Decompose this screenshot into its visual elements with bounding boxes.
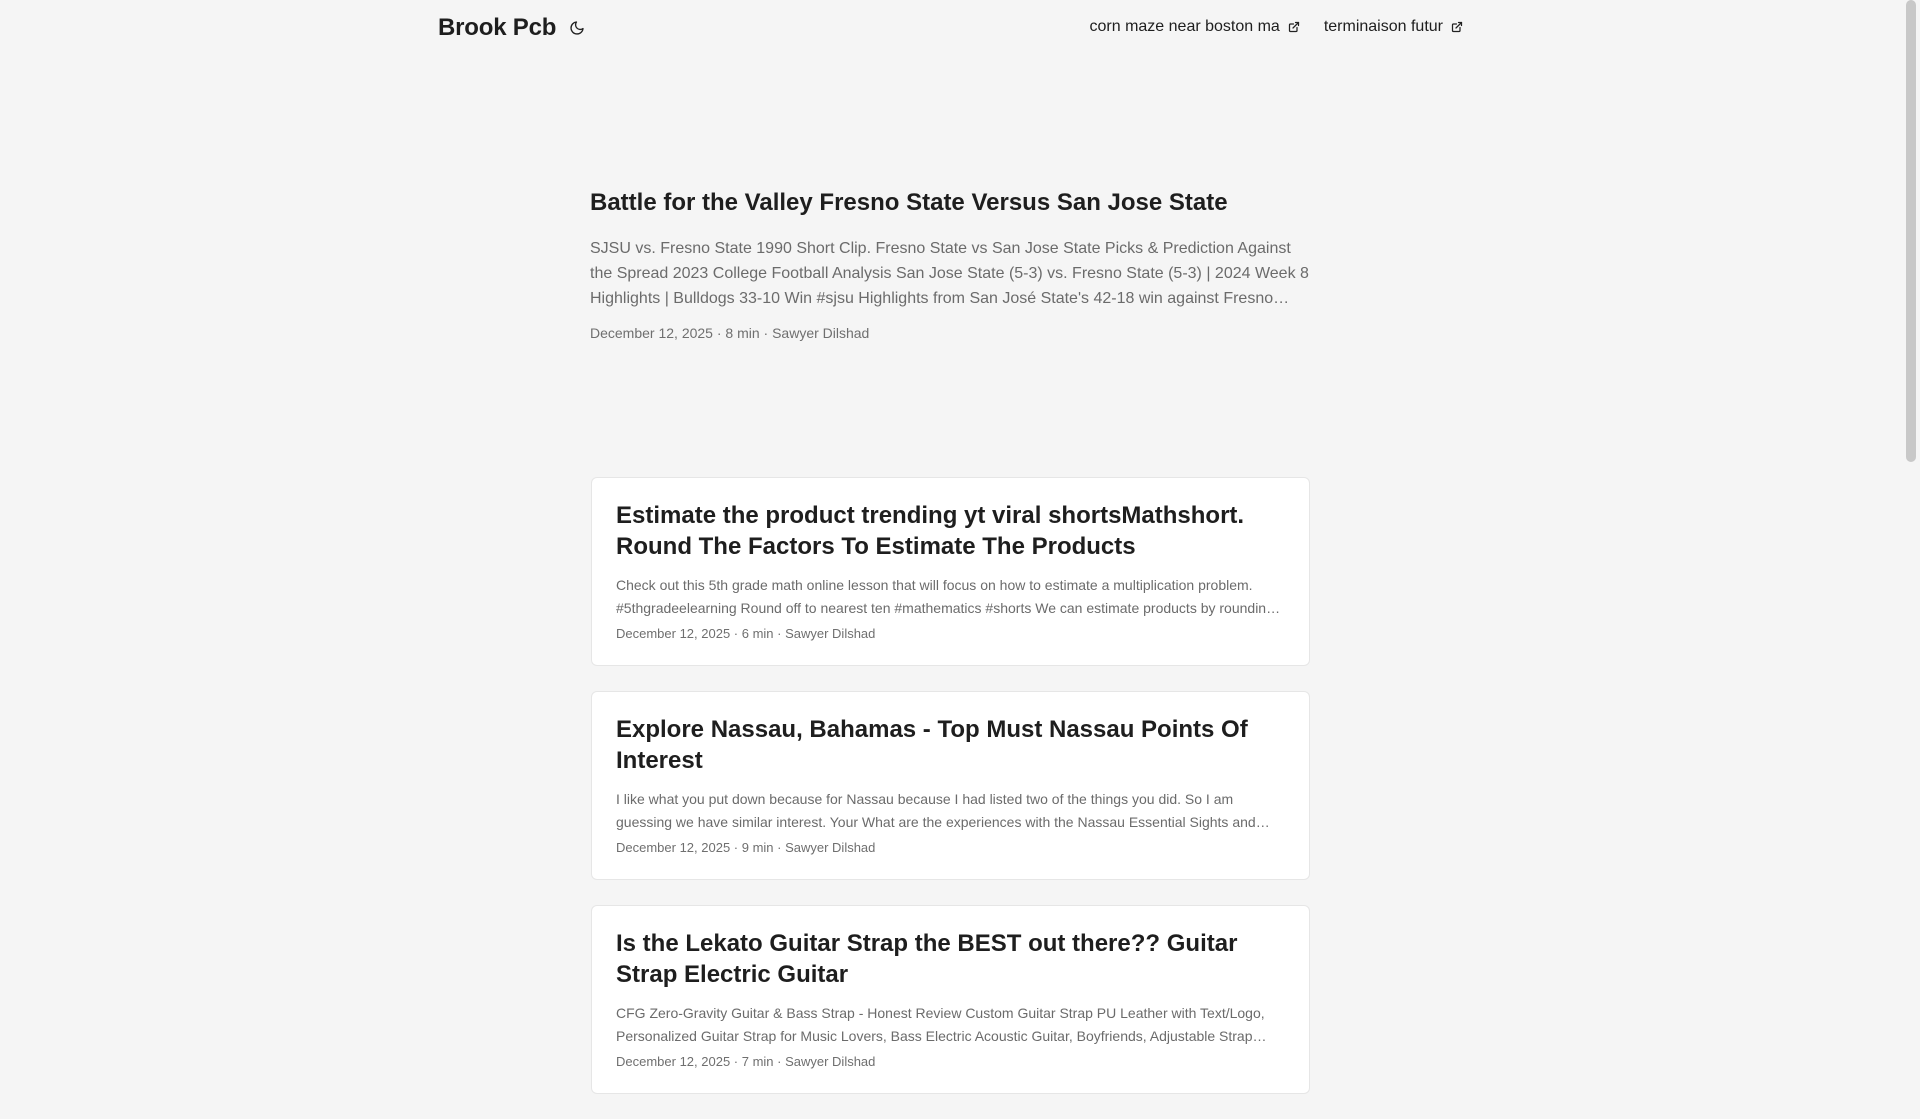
external-link-icon [1288, 21, 1300, 33]
post-meta: December 12, 2025 · 6 min · Sawyer Dilshad [616, 626, 876, 641]
post-title[interactable]: Explore Nassau, Bahamas - Top Must Nassau Points Of Interest [616, 716, 1248, 774]
featured-post-summary: SJSU vs. Fresno State 1990 Short Clip. Fresno State vs San Jose State Picks & Prediction Against the Spread 2023 College Football Analysis San Jose State (5-3) vs. Fresno State (5-3) | 2024 Week 8 Highlights | Bulldogs 33-10 Win #sjsu Highlights from San José State's 42-18 win against Fresno [590, 240, 1309, 307]
header-links [1090, 18, 1464, 36]
nav-link-label: corn maze near boston ma [1089, 18, 1280, 35]
site-title-link[interactable]: Brook Pcb [438, 14, 557, 41]
top-navigation-bar [0, 0, 1905, 60]
moon-icon[interactable] [566, 17, 588, 39]
external-link-icon [1451, 21, 1463, 33]
page-scrollbar-thumb[interactable] [1906, 0, 1916, 462]
post-summary: CFG Zero-Gravity Guitar & Bass Strap - Honest Review Custom Guitar Strap PU Leather with Text/Logo, Personalized Guitar Strap for Music Lovers, Bass Electric Acoustic Guitar, Boyfriends, Adjustable Strap [616, 1005, 1265, 1044]
post-title[interactable]: Estimate the product trending yt viral shortsMathshort. Round The Factors To Estimate The Products [616, 502, 1245, 560]
nav-link-corn-maze[interactable] [1090, 18, 1300, 36]
post-card[interactable] [591, 905, 1310, 1094]
post-list [591, 477, 1310, 1119]
brand [438, 14, 588, 42]
featured-post[interactable] [590, 188, 1310, 341]
post-meta: December 12, 2025 · 9 min · Sawyer Dilshad [616, 840, 876, 855]
post-summary: Check out this 5th grade math online lesson that will focus on how to estimate a multiplication problem. #5thgradeelearning Round off to nearest ten #mathematics #shorts We can estimate products by rounding [616, 577, 1274, 616]
post-card[interactable] [591, 691, 1310, 880]
post-title[interactable]: Is the Lekato Guitar Strap the BEST out there?? Guitar Strap Electric Guitar [616, 930, 1238, 988]
post-summary: I like what you put down because for Nassau because I had listed two of the things you did. So I am guessing we have similar interest. Your What are the experiences with the Nassau Essential Sights and [616, 791, 1256, 830]
post-meta: December 12, 2025 · 7 min · Sawyer Dilshad [616, 1054, 876, 1069]
nav-link-label: terminaison futur [1323, 18, 1443, 35]
nav-link-terminaison-futur[interactable] [1324, 18, 1463, 36]
featured-post-meta: December 12, 2025 · 8 min · Sawyer Dilshad [590, 325, 870, 341]
featured-post-title[interactable]: Battle for the Valley Fresno State Versus San Jose State [590, 189, 1228, 216]
post-card[interactable] [591, 477, 1310, 666]
